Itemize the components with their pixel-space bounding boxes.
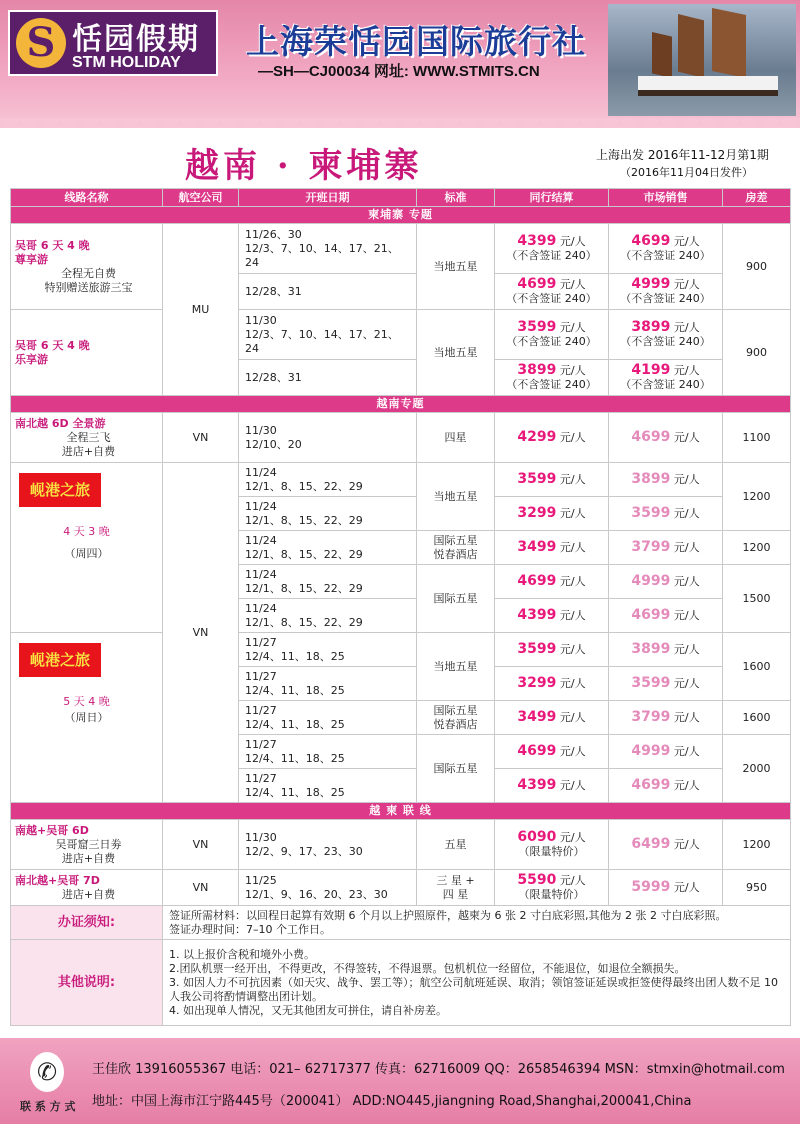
standard-cell: 四星 (417, 413, 495, 463)
junk-boat-photo (608, 4, 796, 116)
route-angkor-leisure[interactable]: 吴哥 6 天 4 晚 乐享游 (11, 310, 163, 396)
col-peer-price: 同行结算 (495, 189, 609, 207)
market-price-cell: 4699 元/人 （不含签证 240） (609, 224, 723, 274)
dates-cell: 11/24 12/1、8、15、22、29 (239, 565, 417, 599)
market-price-cell: 3899 元/人 （不含签证 240） (609, 310, 723, 360)
col-market-price: 市场销售 (609, 189, 723, 207)
col-room-diff: 房差 (723, 189, 791, 207)
standard-cell: 当地五星 (417, 463, 495, 531)
peer-price-cell: 4699 元/人 (495, 565, 609, 599)
airline-cell: VN (163, 413, 239, 463)
market-price-cell: 4999 元/人 (609, 735, 723, 769)
peer-price-cell: 3599 元/人 (495, 463, 609, 497)
peer-price-cell: 4399 元/人 (495, 599, 609, 633)
visa-text: 签证所需材料：以回程日起算有效期 6 个月以上护照原件，越柬为 6 张 2 寸白底彩照,其他为 2 张 2 寸白底彩照。 签证办理时间：7–10 个工作日。 (163, 906, 791, 940)
header-banner (0, 0, 800, 128)
section-cambodia: 柬埔寨 专题 (11, 207, 791, 224)
room-diff-cell: 1200 (723, 820, 791, 870)
peer-price-cell: 5590 元/人 （限量特价） (495, 870, 609, 906)
table-row (11, 224, 791, 274)
market-price-cell: 4999 元/人 （不含签证 240） (609, 274, 723, 310)
standard-cell: 当地五星 (417, 310, 495, 396)
room-diff-cell: 1600 (723, 701, 791, 735)
route-ns-vietnam-angkor[interactable]: 南北越+吴哥 7D 进店+自费 (11, 870, 163, 906)
logo-s-icon: S (16, 18, 66, 68)
standard-cell: 当地五星 (417, 224, 495, 310)
route-danang-4d[interactable]: 岘港之旅 4 天 3 晚 （周四） (11, 463, 163, 633)
room-diff-cell: 1500 (723, 565, 791, 633)
section-vietnam: 越南专题 (11, 396, 791, 413)
room-diff-cell: 2000 (723, 735, 791, 803)
dates-cell: 11/27 12/4、11、18、25 (239, 667, 417, 701)
dates-cell: 11/27 12/4、11、18、25 (239, 769, 417, 803)
market-price-cell: 3599 元/人 (609, 497, 723, 531)
market-price-cell: 4999 元/人 (609, 565, 723, 599)
market-price-cell: 4699 元/人 (609, 413, 723, 463)
market-price-cell: 4699 元/人 (609, 769, 723, 803)
page-title: 越南 · 柬埔寨 (185, 146, 423, 186)
license-website[interactable]: —SH—CJ00034 网址: WWW.STMITS.CN (258, 63, 540, 80)
route-south-vietnam-angkor[interactable]: 南越+吴哥 6D 吴哥窟三日劵 进店+自费 (11, 820, 163, 870)
standard-cell: 国际五星 (417, 565, 495, 633)
standard-cell: 五星 (417, 820, 495, 870)
peer-price-cell: 3299 元/人 (495, 667, 609, 701)
peer-price-cell: 4399 元/人 （不含签证 240） (495, 224, 609, 274)
other-label: 其他说明: (11, 940, 163, 1026)
col-dates: 开班日期 (239, 189, 417, 207)
dates-cell: 12/28、31 (239, 360, 417, 396)
dates-cell: 12/28、31 (239, 274, 417, 310)
visa-notes (11, 906, 791, 940)
airline-cell: VN (163, 870, 239, 906)
peer-price-cell: 4399 元/人 (495, 769, 609, 803)
dates-cell: 11/24 12/1、8、15、22、29 (239, 497, 417, 531)
peer-price-cell: 3499 元/人 (495, 701, 609, 735)
market-price-cell: 3899 元/人 (609, 463, 723, 497)
company-logo[interactable] (8, 10, 218, 76)
dates-cell: 11/30 12/10、20 (239, 413, 417, 463)
peer-price-cell: 3599 元/人 (495, 633, 609, 667)
table-row (11, 310, 791, 360)
airline-cell: VN (163, 463, 239, 803)
dates-cell: 11/24 12/1、8、15、22、29 (239, 531, 417, 565)
dates-cell: 11/30 12/2、9、17、23、30 (239, 820, 417, 870)
col-standard: 标准 (417, 189, 495, 207)
danang-banner: 岘港之旅 (19, 643, 101, 677)
market-price-cell: 3599 元/人 (609, 667, 723, 701)
dates-cell: 11/27 12/4、11、18、25 (239, 633, 417, 667)
market-price-cell: 5999 元/人 (609, 870, 723, 906)
route-north-south-vietnam[interactable]: 南北越 6D 全景游 全程三飞 进店+自费 (11, 413, 163, 463)
dates-cell: 11/30 12/3、7、10、14、17、21、 24 (239, 310, 417, 360)
room-diff-cell: 950 (723, 870, 791, 906)
dates-cell: 11/25 12/1、9、16、20、23、30 (239, 870, 417, 906)
room-diff-cell: 1200 (723, 531, 791, 565)
room-diff-cell: 900 (723, 310, 791, 396)
route-angkor-premium[interactable]: 吴哥 6 天 4 晚 尊享游 全程无自费 特别赠送旅游三宝 (11, 224, 163, 310)
table-row (11, 463, 791, 497)
address-line: 地址：中国上海市江宁路445号（200041） ADD:NO445,jiangning Road,Shanghai,200041,China (92, 1094, 692, 1109)
footer-contact (0, 1038, 800, 1124)
peer-price-cell: 4699 元/人 (495, 735, 609, 769)
peer-price-cell: 6090 元/人 （限量特价） (495, 820, 609, 870)
market-price-cell: 3899 元/人 (609, 633, 723, 667)
logo-cn-text: 恬园假期 (72, 22, 200, 57)
contact-sign: 联 系 方 式 (20, 1100, 76, 1113)
issue-date: （2016年11月04日发件） (620, 166, 753, 179)
market-price-cell: 4699 元/人 (609, 599, 723, 633)
other-notes (11, 940, 791, 1026)
market-price-cell: 3799 元/人 (609, 531, 723, 565)
peer-price-cell: 3499 元/人 (495, 531, 609, 565)
col-airline: 航空公司 (163, 189, 239, 207)
peer-price-cell: 3899 元/人 （不含签证 240） (495, 360, 609, 396)
other-text: 1. 以上报价含税和境外小费。 2.团队机票一经开出，不得更改，不得签转，不得退票。包机机位一经留位，不能退位，如退位全额损失。 3. 如因人力不可抗因素（如天灾、战争、罢工等）；航空公司航班延误、取消；领馆签证延误或拒签使得最终出团人数不足 10 人我公司将酌情调整出团计划。 4. 如出现单人情况，又无其他团友可拼住，请自补房差。 (163, 940, 791, 1026)
dates-cell: 11/26、30 12/3、7、10、14、17、21、 24 (239, 224, 417, 274)
agency-name: 上海荣恬园国际旅行社 (246, 22, 586, 61)
peer-price-cell: 3299 元/人 (495, 497, 609, 531)
standard-cell: 国际五星 悦春酒店 (417, 701, 495, 735)
room-diff-cell: 1200 (723, 463, 791, 531)
table-row (11, 870, 791, 906)
section-combo: 越 柬 联 线 (11, 803, 791, 820)
market-price-cell: 6499 元/人 (609, 820, 723, 870)
price-table (10, 188, 791, 1026)
table-row (11, 820, 791, 870)
logo-en-text: STM HOLIDAY (72, 54, 181, 71)
standard-cell: 三 星 + 四 星 (417, 870, 495, 906)
dates-cell: 11/24 12/1、8、15、22、29 (239, 463, 417, 497)
dates-cell: 11/24 12/1、8、15、22、29 (239, 599, 417, 633)
dates-cell: 11/27 12/4、11、18、25 (239, 701, 417, 735)
table-row (11, 413, 791, 463)
peer-price-cell: 4699 元/人 （不含签证 240） (495, 274, 609, 310)
dates-cell: 11/27 12/4、11、18、25 (239, 735, 417, 769)
market-price-cell: 4199 元/人 （不含签证 240） (609, 360, 723, 396)
route-danang-5d[interactable]: 岘港之旅 5 天 4 晚 （周日） (11, 633, 163, 803)
col-route: 线路名称 (11, 189, 163, 207)
table-header (11, 189, 791, 207)
standard-cell: 国际五星 悦春酒店 (417, 531, 495, 565)
room-diff-cell: 1100 (723, 413, 791, 463)
standard-cell: 国际五星 (417, 735, 495, 803)
airline-cell: MU (163, 224, 239, 396)
visa-label: 办证须知: (11, 906, 163, 940)
contact-line[interactable]: 王佳欣 13916055367 电话：021– 62717377 传真：62716009 QQ：2658546394 MSN：stmxin@hotmail.com (92, 1062, 785, 1077)
room-diff-cell: 900 (723, 224, 791, 310)
peer-price-cell: 4299 元/人 (495, 413, 609, 463)
table-row (11, 633, 791, 667)
danang-banner: 岘港之旅 (19, 473, 101, 507)
room-diff-cell: 1600 (723, 633, 791, 701)
departure-info: 上海出发 2016年11-12月第1期 (596, 148, 769, 162)
airline-cell: VN (163, 820, 239, 870)
peer-price-cell: 3599 元/人 （不含签证 240） (495, 310, 609, 360)
phone-icon: ✆ (30, 1052, 64, 1092)
standard-cell: 当地五星 (417, 633, 495, 701)
market-price-cell: 3799 元/人 (609, 701, 723, 735)
